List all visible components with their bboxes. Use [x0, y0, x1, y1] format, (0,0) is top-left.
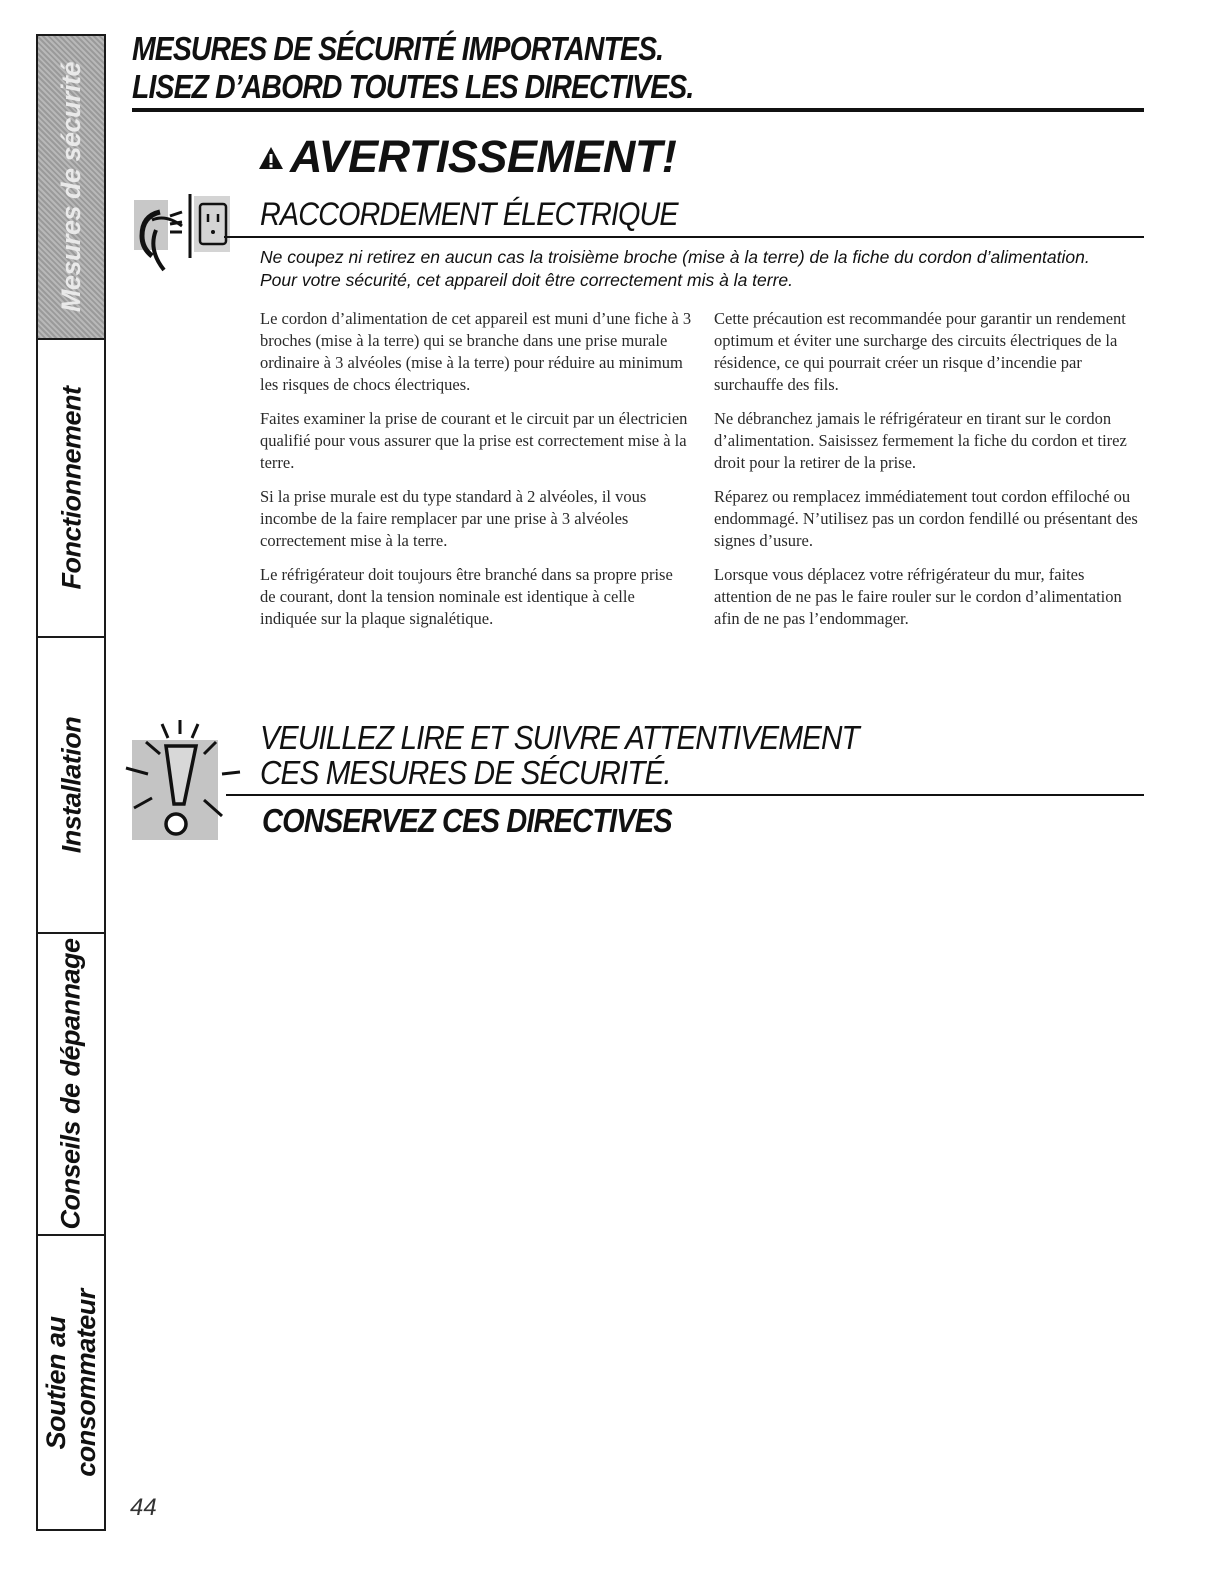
paragraph: Le cordon d’alimentation de cet appareil est muni d’une fiche à 3 broches (mise à la terre) qui se branche dans une prise murale ordinaire à 3 alvéoles (mise à la terre) pour réduire au minimum les risques de chocs électriques. [260, 309, 692, 394]
notice-divider [226, 794, 1144, 796]
section-tabs [36, 34, 106, 1531]
paragraph: Si la prise murale est du type standard à 2 alvéoles, il vous incombe de la faire remplacer par une prise à 3 alvéoles correctement mise à la terre. [260, 487, 647, 550]
page-title-line2: LISEZ D’ABORD TOUTES LES DIRECTIVES. [132, 68, 694, 105]
tab-installation[interactable] [38, 638, 104, 934]
paragraph: Réparez ou remplacez immédiatement tout cordon effiloché ou endommagé. N’utilisez pas un cordon fendillé ou présentant des signes d’usure. [714, 487, 1138, 550]
tab-label: Mesures de sécurité [56, 61, 86, 313]
tab-label: Soutien au consommateur [41, 1288, 101, 1477]
notice-line1: VEUILLEZ LIRE ET SUIVRE ATTENTIVEMENT [260, 719, 859, 756]
warning-title-text: AVERTISSEMENT! [290, 131, 677, 182]
page-title [132, 30, 1002, 106]
plug-outlet-icon [132, 190, 232, 305]
notice-heading [260, 720, 859, 790]
left-column [260, 308, 692, 642]
tab-mesures-de-securite[interactable] [38, 36, 104, 340]
header-divider [132, 108, 1144, 112]
page-number: 44 [130, 1494, 157, 1521]
exclamation-alert-icon [118, 716, 243, 851]
paragraph: Cette précaution est recommandée pour garantir un rendement optimum et éviter une surcharge des circuits électriques de la résidence, ce qui pourrait créer un risque d’incendie par surchauffe des fils. [714, 309, 1126, 394]
paragraph: Faites examiner la prise de courant et le circuit par un électricien qualifié pour vous assurer que la prise est correctement mise à la terre. [260, 409, 688, 472]
tab-conseils-de-depannage[interactable] [38, 934, 104, 1236]
tab-label: Installation [56, 716, 87, 854]
paragraph: Le réfrigérateur doit toujours être branché dans sa propre prise de courant, dont la tension nominale est identique à celle indiquée sur la plaque signalétique. [260, 565, 673, 628]
section-intro: Ne coupez ni retirez en aucun cas la troisième broche (mise à la terre) de la fiche du cordon d’alimentation. Pour votre sécurité, cet appareil doit être correctement mis à la terre. [260, 247, 1090, 290]
warning-title [258, 130, 676, 182]
notice-line2: CES MESURES DE SÉCURITÉ. [260, 754, 671, 791]
page-title-line1: MESURES DE SÉCURITÉ IMPORTANTES. [132, 30, 664, 67]
section-heading: RACCORDEMENT ÉLECTRIQUE [260, 196, 678, 232]
tab-label: Fonctionnement [56, 386, 86, 590]
section-divider [224, 236, 1144, 238]
tab-soutien-au-consommateur[interactable] [38, 1236, 104, 1529]
keep-directives-title: CONSERVEZ CES DIRECTIVES [262, 802, 672, 839]
paragraph: Lorsque vous déplacez votre réfrigérateur du mur, faites attention de ne pas le faire rouler sur le cordon d’alimentation afin de ne pas l’endommager. [714, 565, 1122, 628]
right-column [714, 308, 1146, 642]
tab-label: Conseils de dépannage [56, 938, 87, 1230]
paragraph: Ne débranchez jamais le réfrigérateur en tirant sur le cordon d’alimentation. Saisissez fermement la fiche du cordon et tirez droit pour la retirer de la prise. [714, 409, 1127, 472]
tab-fonctionnement[interactable] [38, 340, 104, 638]
warning-triangle-icon [258, 130, 284, 180]
